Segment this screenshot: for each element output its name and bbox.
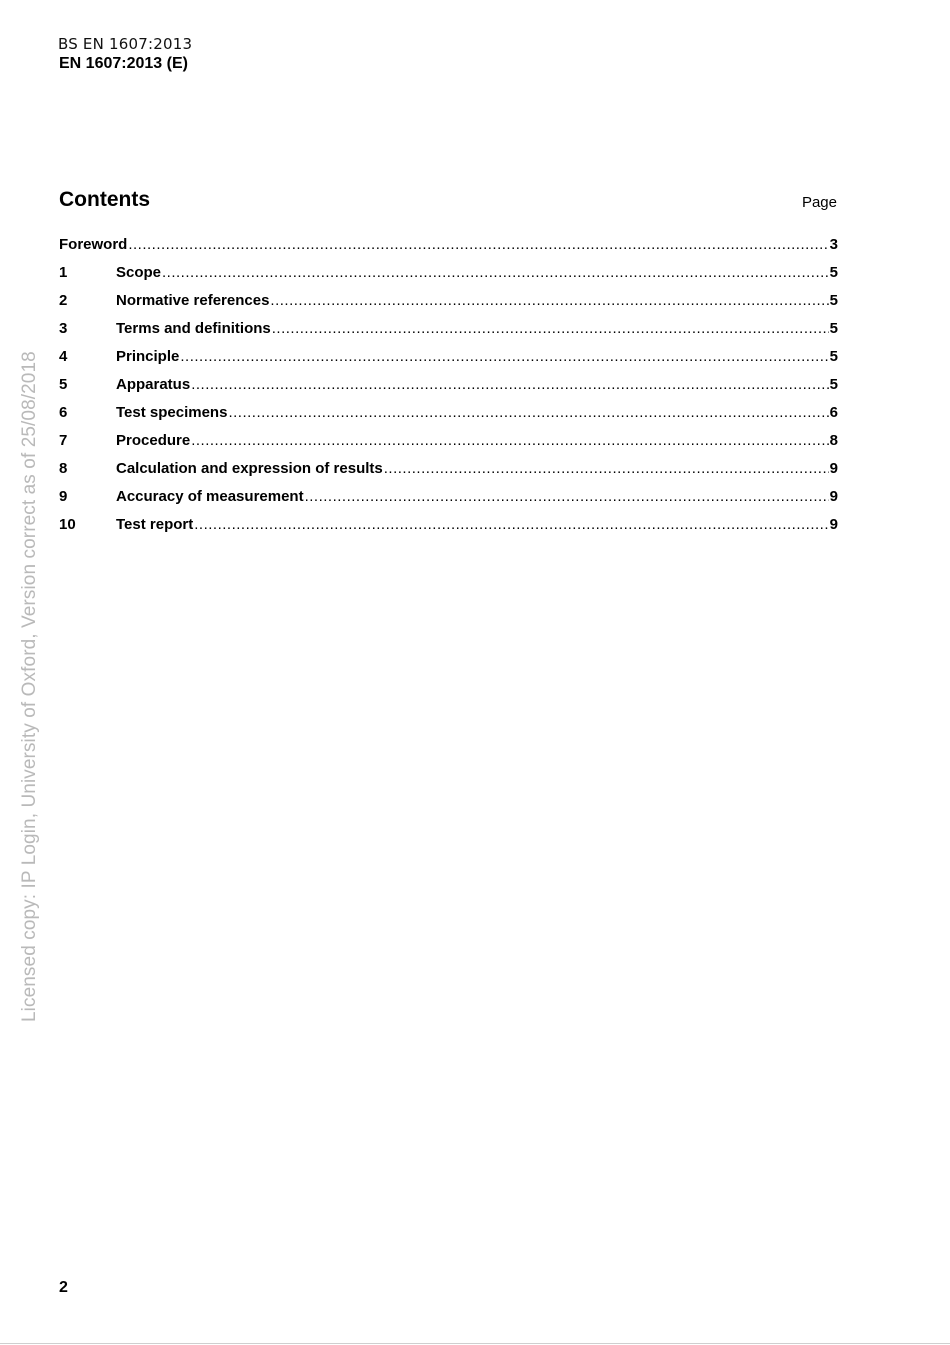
toc-entry-accuracy[interactable] [59,488,838,516]
toc-entry-test-specimens[interactable] [59,404,838,432]
toc-entry-page: 5 [829,320,838,337]
page-bottom-edge [0,1343,950,1344]
toc-entry-number: 8 [59,460,68,477]
toc-leader-dots [272,320,829,337]
toc-entry-number: 5 [59,376,68,393]
toc-entry-page: 9 [829,516,838,533]
toc-entry-page: 9 [829,488,838,505]
toc-leader-dots [305,488,829,505]
table-of-contents [59,236,838,544]
toc-entry-number: 2 [59,292,68,309]
toc-entry-number: 9 [59,488,68,505]
toc-entry-calculation[interactable] [59,460,838,488]
toc-leader-dots [180,348,828,365]
toc-entry-page: 5 [829,264,838,281]
license-watermark: Licensed copy: IP Login, University of Oxford, Version correct as of 25/08/2018 [19,351,40,1022]
toc-entry-number: 4 [59,348,68,365]
page-column-label: Page [801,194,837,211]
toc-entry-procedure[interactable] [59,432,838,460]
toc-entry-title: Procedure [116,432,191,449]
toc-leader-dots [270,292,828,309]
toc-entry-page: 5 [829,376,838,393]
toc-entry-page: 5 [829,292,838,309]
toc-entry-number: 3 [59,320,68,337]
page-number: 2 [59,1279,68,1296]
toc-entry-apparatus[interactable] [59,376,838,404]
toc-entry-number: 1 [59,264,68,281]
toc-entry-page: 5 [829,348,838,365]
toc-entry-title: Test report [116,516,194,533]
toc-entry-test-report[interactable] [59,516,838,544]
toc-entry-page: 9 [829,460,838,477]
toc-entry-title: Principle [116,348,180,365]
standard-designation: BS EN 1607:2013 [58,35,193,53]
toc-entry-scope[interactable] [59,264,838,292]
toc-entry-page: 3 [829,236,838,253]
toc-entry-page: 6 [829,404,838,421]
toc-entry-title: Normative references [116,292,270,309]
toc-leader-dots [191,432,828,449]
toc-entry-normative-references[interactable] [59,292,838,320]
toc-entry-number: 10 [59,516,76,533]
toc-entry-title: Terms and definitions [116,320,271,337]
toc-leader-dots [162,264,829,281]
toc-entry-title: Calculation and expression of results [116,460,383,477]
toc-leader-dots [128,236,828,253]
toc-entry-title: Scope [116,264,162,281]
toc-leader-dots [384,460,829,477]
contents-heading: Contents [59,188,150,211]
toc-leader-dots [228,404,828,421]
toc-entry-title: Test specimens [116,404,228,421]
toc-leader-dots [191,376,828,393]
toc-entry-foreword[interactable] [59,236,838,264]
toc-leader-dots [194,516,828,533]
standard-designation-en: EN 1607:2013 (E) [59,55,188,72]
toc-entry-number: 7 [59,432,68,449]
toc-entry-terms-and-definitions[interactable] [59,320,838,348]
toc-entry-page: 8 [829,432,838,449]
toc-entry-principle[interactable] [59,348,838,376]
toc-entry-title: Apparatus [116,376,191,393]
toc-entry-number: 6 [59,404,68,421]
toc-entry-title: Accuracy of measurement [116,488,304,505]
toc-entry-title: Foreword [59,236,128,253]
